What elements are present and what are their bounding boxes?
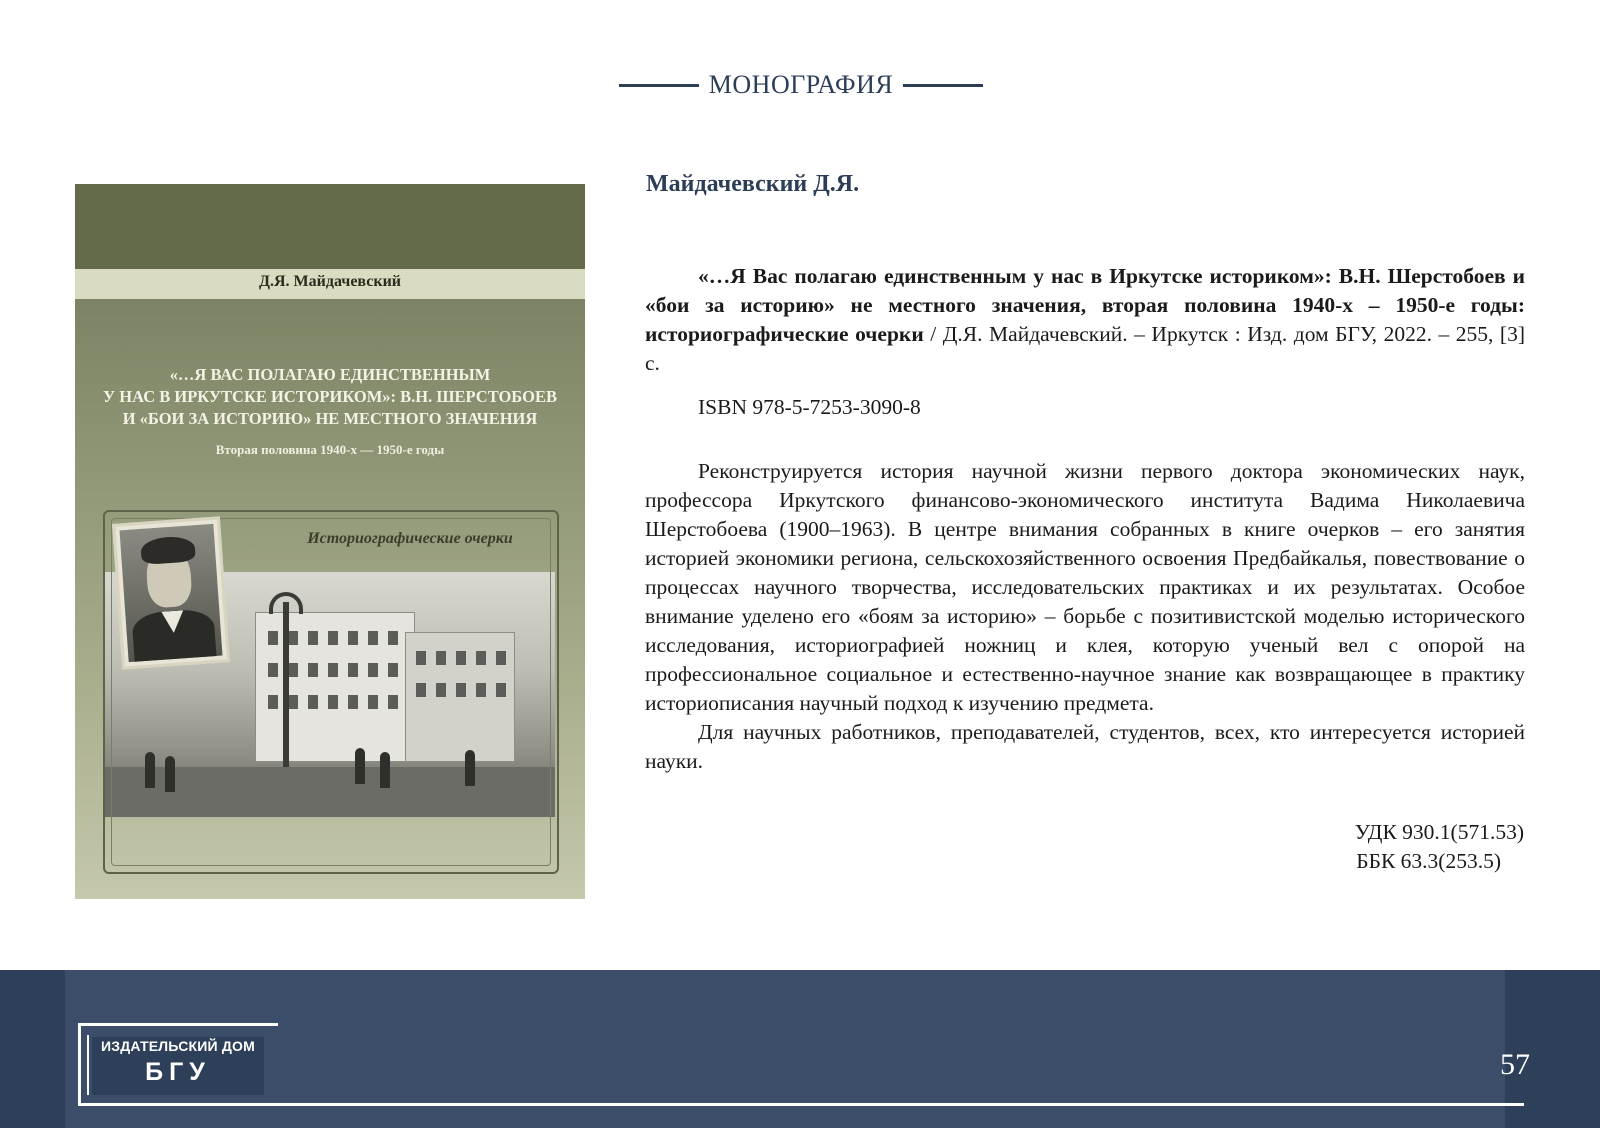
bibliographic-description: [645, 262, 1525, 378]
cover-author: Д.Я. Майдачевский: [258, 273, 402, 290]
section-title: МОНОГРАФИЯ: [708, 70, 894, 99]
page-number: 57: [1500, 1048, 1530, 1081]
logo-publisher-name: ИЗДАТЕЛЬСКИЙ ДОМ: [100, 1038, 256, 1054]
abstract-paragraph: Реконструируется история научной жизни первого доктора экономических наук, профессора Иркутского финансово-экономического института Вадима Николаевича Шерстобоева (1900–1963). В центре внимания собранных в книге очерков – его занятия историей экономики региона, сельскохозяйственного освоения Предбайкалья, повествование о процессах научного творчества, исследовательских практиках и их результатах. Особое внимание уделено его «боям за историю» – борьбе с позитивистской моделью исторического исследования, историографией ножниц и клея, которую ученый вел с опорой на профессиональное социальное и естественно-научное знание как возвращающее в практику историописания научный подход к изучению предмета.: [645, 459, 1525, 715]
logo-university-abbr: БГУ: [145, 1058, 211, 1086]
audience-paragraph: Для научных работников, преподавателей, студентов, всех, кто интересуется историей науки.: [645, 720, 1525, 773]
isbn: ISBN 978-5-7253-3090-8: [698, 395, 921, 419]
publisher-logo: [78, 1023, 278, 1103]
author-portrait: [112, 516, 230, 669]
cover-top-band: [75, 184, 585, 269]
section-header: [0, 66, 1600, 106]
cover-author-band: [75, 269, 585, 299]
header-rule-right: [903, 84, 983, 87]
cover-title: [95, 364, 565, 430]
bbk-code: ББК 63.3(253.5): [1356, 849, 1501, 873]
book-cover: [75, 184, 585, 899]
cover-title-line: «…Я ВАС ПОЛАГАЮ ЕДИНСТВЕННЫМ: [169, 365, 491, 384]
book-imprint: / Д.Я. Майдачевский. – Иркутск : Изд. дом БГУ, 2022. – 255, [3] с.: [645, 322, 1525, 375]
abstract: [645, 457, 1525, 776]
cover-series: Историографические очерки: [307, 530, 513, 547]
cover-title-line: У НАС В ИРКУТСКЕ ИСТОРИКОМ»: В.Н. ШЕРСТОБОЕВ: [103, 387, 557, 406]
book-title: «…Я Вас полагаю единственным у нас в Иркутске историком»: В.Н. Шерстобоев и «бои за историю» не местного значения, вторая половина 1940-х – 1950-е годы: историографические очерки: [645, 264, 1525, 346]
udc-code: УДК 930.1(571.53): [1354, 820, 1524, 844]
footer-rule: [78, 1103, 1524, 1106]
header-rule-left: [619, 84, 699, 87]
cover-subtitle: Вторая половина 1940-х — 1950-е годы: [215, 442, 445, 457]
cover-title-line: И «БОИ ЗА ИСТОРИЮ» НЕ МЕСТНОГО ЗНАЧЕНИЯ: [122, 409, 538, 428]
entry-author: Майдачевский Д.Я.: [646, 171, 860, 197]
